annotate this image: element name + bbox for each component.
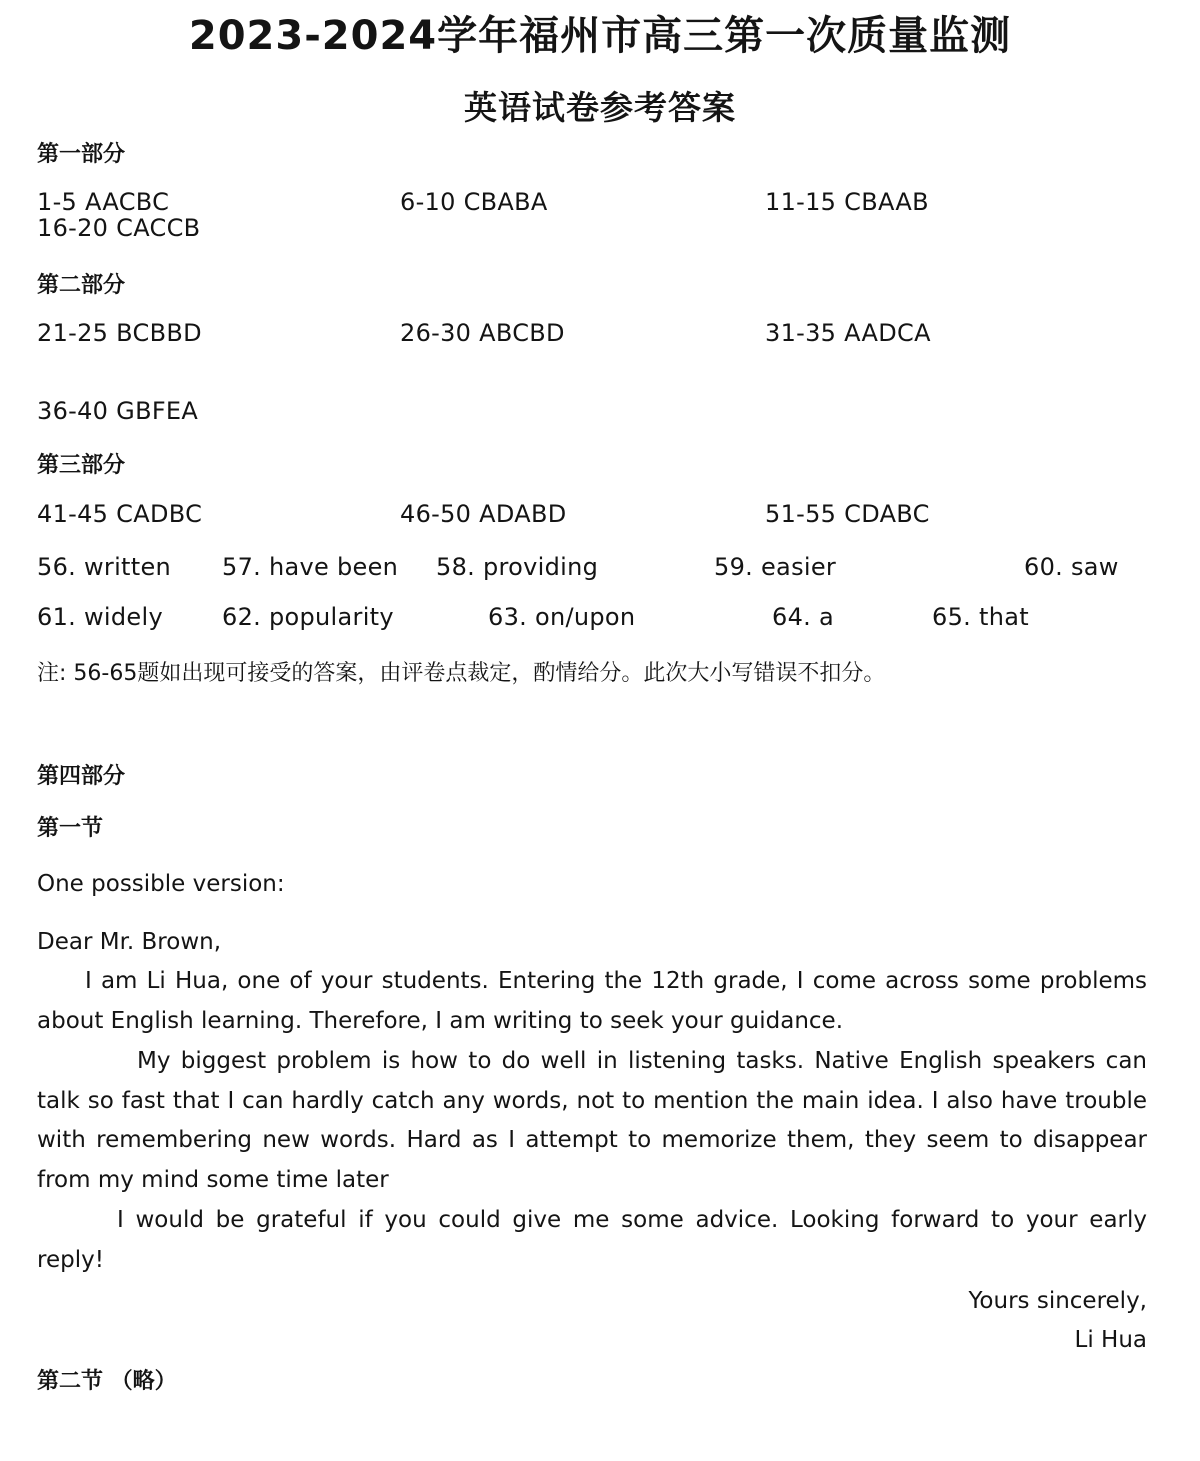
- letter-closing: Yours sincerely,: [968, 1288, 1147, 1314]
- version-label: One possible version:: [37, 871, 285, 897]
- answer-group-11-15: 11-15 CBAAB: [765, 188, 929, 216]
- blank-58: 58. providing: [436, 553, 599, 581]
- blank-64: 64. a: [772, 603, 835, 631]
- blank-65: 65. that: [932, 603, 1029, 631]
- answer-group-41-45: 41-45 CADBC: [37, 500, 203, 528]
- blank-60: 60. saw: [1024, 553, 1119, 581]
- page-subtitle: 英语试卷参考答案: [464, 88, 736, 127]
- page-title: 2023-2024学年福州市高三第一次质量监测: [188, 13, 1012, 59]
- answer-group-51-55: 51-55 CDABC: [765, 500, 930, 528]
- blank-63: 63. on/upon: [488, 603, 636, 631]
- letter-paragraph-2: My biggest problem is how to do well in listening tasks. Native English speakers can talk so fast that I can hardly catch any words, not to mention the main idea. I also have trouble with remembering new words. Hard as I attempt to memorize them, they seem to disappear from my mind some time later: [37, 1048, 1147, 1193]
- blank-59: 59. easier: [714, 553, 837, 581]
- part1-heading: 第一部分: [37, 142, 126, 167]
- letter-salutation: Dear Mr. Brown,: [37, 929, 222, 955]
- part3-heading: 第三部分: [37, 453, 126, 478]
- answer-group-31-35: 31-35 AADCA: [765, 319, 931, 347]
- letter-paragraph-3: I would be grateful if you could give me some advice. Looking forward to your early reply!: [37, 1207, 1147, 1273]
- blank-57: 57. have been: [222, 553, 399, 581]
- blank-62: 62. popularity: [222, 603, 394, 631]
- answer-group-46-50: 46-50 ADABD: [400, 500, 567, 528]
- answer-group-36-40: 36-40 GBFEA: [37, 397, 199, 425]
- answer-group-26-30: 26-30 ABCBD: [400, 319, 565, 347]
- part2-heading: 第二部分: [37, 273, 126, 298]
- section2-heading: 第二节 （略）: [37, 1369, 177, 1394]
- letter-signature: Li Hua: [1074, 1327, 1147, 1353]
- blank-56: 56. written: [37, 553, 172, 581]
- answer-group-6-10: 6-10 CBABA: [400, 188, 548, 216]
- answer-group-1-5: 1-5 AACBC: [37, 188, 170, 216]
- blank-61: 61. widely: [37, 603, 163, 631]
- grading-note: 注: 56-65题如出现可接受的答案，由评卷点裁定，酌情给分。此次大小写错误不扣分。: [37, 661, 886, 686]
- answer-group-21-25: 21-25 BCBBD: [37, 319, 202, 347]
- answer-group-16-20: 16-20 CACCB: [37, 214, 201, 242]
- letter-paragraph-1: I am Li Hua, one of your students. Entering the 12th grade, I come across some problems about English learning. Therefore, I am writing to seek your guidance.: [37, 968, 1147, 1034]
- part4-heading: 第四部分: [37, 764, 126, 789]
- section1-heading: 第一节: [37, 816, 104, 841]
